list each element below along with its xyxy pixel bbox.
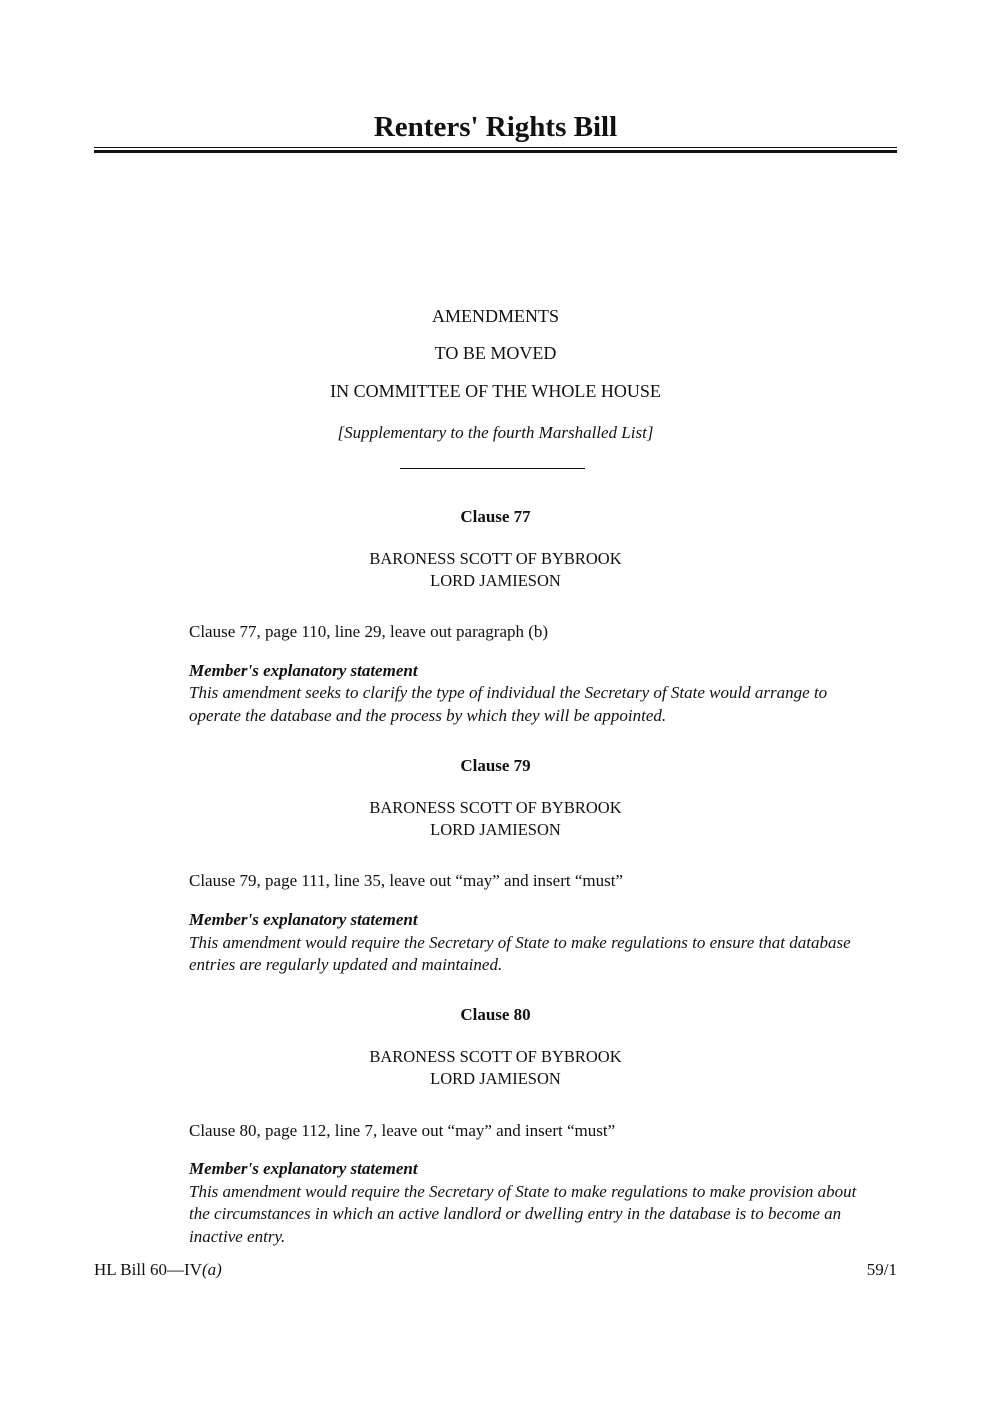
member-name: BARONESS SCOTT OF BYBROOK xyxy=(369,1047,622,1066)
heading-committee: IN COMMITTEE OF THE WHOLE HOUSE xyxy=(330,381,661,401)
clause-title: Clause 77 xyxy=(460,507,531,526)
document-title: Renters' Rights Bill xyxy=(373,111,618,143)
title-rule-thick xyxy=(94,150,897,153)
bill-ref: HL Bill 60—IV xyxy=(94,1260,202,1279)
statement-label: Member's explanatory statement xyxy=(189,1159,418,1178)
member-name: LORD JAMIESON xyxy=(430,571,561,590)
footer-bill-reference xyxy=(94,1260,222,1280)
member-name: BARONESS SCOTT OF BYBROOK xyxy=(369,549,622,568)
statement-label: Member's explanatory statement xyxy=(189,910,418,929)
heading-amendments: AMENDMENTS xyxy=(431,306,559,326)
statement-line: This amendment would require the Secretary of State to make regulations to ensure that database xyxy=(189,933,851,952)
bill-ref-suffix: (a) xyxy=(201,1260,222,1279)
statement-label: Member's explanatory statement xyxy=(189,661,418,680)
heading-note: [Supplementary to the fourth Marshalled List] xyxy=(337,423,654,442)
statement-line: This amendment would require the Secretary of State to make regulations to make provision about xyxy=(189,1182,857,1201)
amendment-text: Clause 79, page 111, line 35, leave out “may” and insert “must” xyxy=(189,871,623,890)
clause-title: Clause 80 xyxy=(460,1005,531,1024)
amendment-text: Clause 80, page 112, line 7, leave out “may” and insert “must” xyxy=(189,1121,616,1140)
member-name: BARONESS SCOTT OF BYBROOK xyxy=(369,798,622,817)
statement-line: operate the database and the process by which they will be appointed. xyxy=(189,706,667,725)
title-rule-thin xyxy=(94,147,897,148)
clause-title: Clause 79 xyxy=(460,756,531,775)
footer-page-number: 59/1 xyxy=(866,1260,897,1279)
member-name: LORD JAMIESON xyxy=(430,820,561,839)
statement-line: inactive entry. xyxy=(189,1227,286,1246)
amendment-text: Clause 77, page 110, line 29, leave out paragraph (b) xyxy=(189,622,549,641)
heading-to-be-moved: TO BE MOVED xyxy=(434,343,557,363)
statement-line: This amendment seeks to clarify the type of individual the Secretary of State would arrange to xyxy=(189,683,828,702)
member-name: LORD JAMIESON xyxy=(430,1069,561,1088)
heading-divider xyxy=(400,468,585,469)
statement-line: entries are regularly updated and maintained. xyxy=(189,955,503,974)
statement-line: the circumstances in which an active landlord or dwelling entry in the database is to become an xyxy=(189,1204,842,1223)
